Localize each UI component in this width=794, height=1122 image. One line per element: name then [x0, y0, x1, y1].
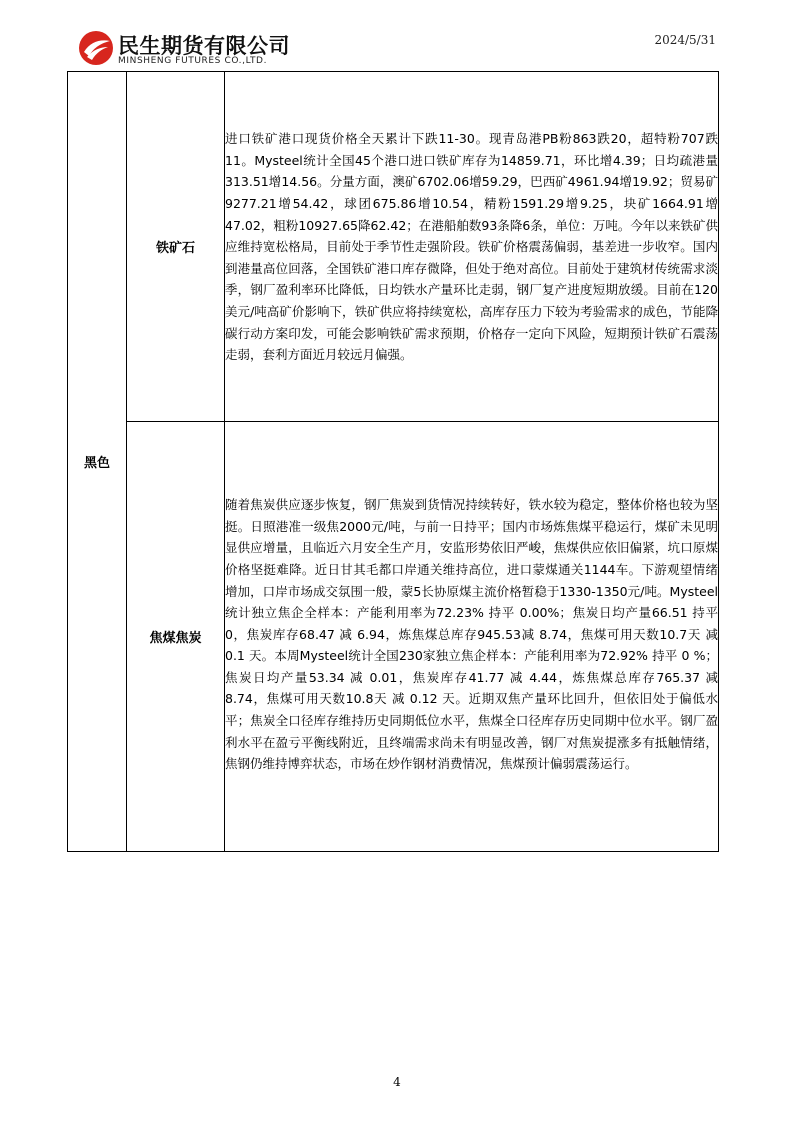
report-date: 2024/5/31 — [654, 33, 716, 47]
commentary-cell: 进口铁矿港口现货价格全天累计下跌11-30。现青岛港PB粉863跌20，超特粉707跌11。Mysteel统计全国45个港口进口铁矿库存为14859.71，环比增4.39；日均疏港量313.51增14.56。分量方面，澳矿6702.06增59.29，巴西矿4961.94增19.92；贸易矿9277.21增54.42，球团675.86增10.54，精粉1591.29增9.25，块矿1664.91增47.02，粗粉10927.65降62.42；在港船舶数93条降6条，单位：万吨。今年以来铁矿供应维持宽松格局，目前处于季节性走强阶段。铁矿价格震荡偏弱，基差进一步收窄。国内到港量高位回落，全国铁矿港口库存微降，但处于绝对高位。目前处于建筑材传统需求淡季，钢厂盈利率环比降低，日均铁水产量环比走弱，钢厂复产进度短期放缓。目前在120美元/吨高矿价影响下，铁矿供应将持续宽松，高库存压力下较为考验需求的成色，节能降碳行动方案印发，可能会影响铁矿需求预期，价格存一定向下风险，短期预计铁矿石震荡走弱，套利方面近月较远月偏强。 — [225, 72, 719, 422]
commentary-cell: 随着焦炭供应逐步恢复，钢厂焦炭到货情况持续转好，铁水较为稳定，整体价格也较为坚挺。日照港准一级焦2000元/吨，与前一日持平；国内市场炼焦煤平稳运行，煤矿未见明显供应增量，且临近六月安全生产月，安监形势依旧严峻，焦煤供应依旧偏紧，坑口原煤价格坚挺难降。近日甘其毛都口岸通关维持高位，进口蒙煤通关1144车。下游观望情绪增加，口岸市场成交氛围一般，蒙5长协原煤主流价格暂稳于1330-1350元/吨。Mysteel统计独立焦企全样本：产能利用率为72.23% 持平 0.00%；焦炭日均产量66.51 持平 0，焦炭库存68.47 减 6.94，炼焦煤总库存945.53减 8.74，焦煤可用天数10.7天 减 0.1 天。本周Mysteel统计全国230家独立焦企样本：产能利用率为72.92% 持平 0 %；焦炭日均产量53.34 减 0.01，焦炭库存41.77 减 4.44，炼焦煤总库存765.37 减 8.74，焦煤可用天数10.8天 减 0.12 天。近期双焦产量环比回升，但依旧处于偏低水平；焦炭全口径库存维持历史同期低位水平，焦煤全口径库存历史同期中位水平。钢厂盈利水平在盈亏平衡线附近，且终端需求尚未有明显改善，钢厂对焦炭提涨多有抵触情绪，焦钢仍维持博弈状态，市场在炒作钢材消费情况，焦煤预计偏弱震荡运行。 — [225, 422, 719, 852]
table-row — [68, 72, 719, 422]
company-name-en: MINSHENG FUTURES CO.,LTD. — [118, 56, 268, 66]
company-logo — [78, 28, 318, 72]
commodity-table — [67, 71, 719, 852]
page-header — [0, 0, 794, 74]
table-row — [68, 422, 719, 852]
minsheng-logo-icon — [78, 30, 114, 66]
page-number: 4 — [393, 1075, 401, 1089]
subcategory-cell: 焦煤焦炭 — [127, 422, 225, 852]
company-name-cn: 民生期货有限公司 — [118, 34, 290, 58]
subcategory-cell: 铁矿石 — [127, 72, 225, 422]
category-cell: 黑色 — [68, 72, 127, 852]
